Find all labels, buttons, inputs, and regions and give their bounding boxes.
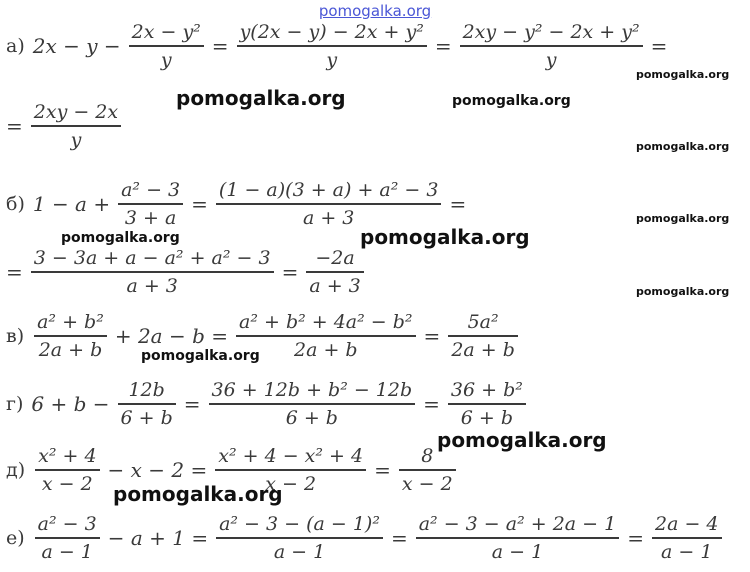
fraction bbox=[129, 21, 204, 70]
fraction-bar bbox=[118, 203, 183, 204]
expression-text: = bbox=[650, 34, 668, 58]
numerator: 12b bbox=[128, 379, 165, 402]
numerator: a² − 3 − (a − 1)² bbox=[219, 513, 380, 536]
numerator: 2xy − 2x bbox=[33, 101, 119, 124]
expression-text: = bbox=[6, 260, 23, 284]
item-label: в) bbox=[6, 325, 25, 347]
watermark: pomogalka.org bbox=[437, 428, 607, 452]
fraction bbox=[209, 379, 416, 428]
solution-line bbox=[0, 374, 750, 434]
expression-text: + 2a − b = bbox=[114, 324, 228, 348]
fraction bbox=[237, 21, 427, 70]
denominator: 6 + b bbox=[120, 406, 173, 429]
fraction bbox=[216, 179, 442, 228]
fraction-bar bbox=[35, 537, 100, 538]
denominator: y bbox=[70, 128, 82, 151]
expression-text: − a + 1 = bbox=[107, 526, 209, 550]
fraction-bar bbox=[399, 469, 456, 470]
item-label: д) bbox=[6, 459, 26, 481]
denominator: a + 3 bbox=[126, 274, 178, 297]
fraction-bar bbox=[448, 335, 518, 336]
expression-text: = bbox=[281, 260, 299, 284]
denominator: 2a + b bbox=[451, 338, 515, 361]
fraction bbox=[399, 445, 456, 494]
fraction-bar bbox=[129, 45, 204, 46]
numerator: 2xy − y² − 2x + y² bbox=[462, 21, 640, 44]
numerator: a² + b² + 4a² − b² bbox=[239, 311, 413, 334]
denominator: 6 + b bbox=[285, 406, 338, 429]
fraction bbox=[31, 101, 121, 150]
fraction-bar bbox=[216, 203, 442, 204]
denominator: a + 3 bbox=[309, 274, 361, 297]
denominator: a + 3 bbox=[302, 206, 355, 229]
item-label: а) bbox=[6, 35, 25, 57]
numerator: x² + 4 − x² + 4 bbox=[218, 445, 364, 468]
fraction bbox=[448, 311, 518, 360]
expression-text: = bbox=[211, 34, 229, 58]
numerator: x² + 4 bbox=[38, 445, 97, 468]
fraction-bar bbox=[34, 335, 107, 336]
watermark: pomogalka.org bbox=[636, 212, 730, 225]
denominator: a − 1 bbox=[491, 540, 544, 563]
numerator: −2a bbox=[315, 247, 355, 270]
equation-row bbox=[6, 242, 366, 302]
watermark: pomogalka.org bbox=[176, 86, 346, 110]
numerator: a² − 3 − a² + 2a − 1 bbox=[418, 513, 617, 536]
fraction-bar bbox=[448, 403, 526, 404]
equation-row bbox=[6, 16, 667, 76]
expression-text: = bbox=[434, 34, 452, 58]
numerator: y(2x − y) − 2x + y² bbox=[239, 21, 424, 44]
equation-row bbox=[6, 508, 724, 568]
fraction bbox=[31, 247, 274, 296]
solution-line bbox=[0, 16, 750, 76]
numerator: a² − 3 bbox=[121, 179, 181, 202]
fraction bbox=[306, 247, 363, 296]
expression-text: 2x − y − bbox=[32, 34, 121, 58]
numerator: 36 + 12b + b² − 12b bbox=[211, 379, 413, 402]
fraction bbox=[118, 179, 183, 228]
expression-text: = bbox=[627, 526, 644, 550]
fraction bbox=[652, 513, 722, 562]
equation-row bbox=[6, 306, 520, 366]
fraction-bar bbox=[118, 403, 176, 404]
fraction-bar bbox=[416, 537, 619, 538]
expression-text: 6 + b − bbox=[31, 392, 110, 416]
watermark: pomogalka.org bbox=[141, 348, 260, 364]
item-label: г) bbox=[6, 393, 24, 415]
expression-text: = bbox=[390, 526, 408, 550]
denominator: a − 1 bbox=[41, 540, 93, 563]
fraction bbox=[448, 379, 526, 428]
denominator: 2a + b bbox=[38, 338, 103, 361]
site-header-link[interactable]: pomogalka.org bbox=[318, 2, 432, 20]
numerator: 5a² bbox=[467, 311, 499, 334]
fraction bbox=[34, 311, 107, 360]
watermark: pomogalka.org bbox=[636, 140, 730, 153]
denominator: y bbox=[545, 48, 557, 71]
denominator: 3 + a bbox=[124, 206, 177, 229]
fraction bbox=[118, 379, 176, 428]
fraction-bar bbox=[652, 537, 722, 538]
denominator: x − 2 bbox=[401, 472, 453, 495]
equation-row bbox=[6, 96, 123, 156]
numerator: (1 − a)(3 + a) + a² − 3 bbox=[218, 179, 439, 202]
fraction-bar bbox=[216, 537, 383, 538]
numerator: 3 − 3a + a − a² + a² − 3 bbox=[33, 247, 271, 270]
expression-text: = bbox=[449, 192, 467, 216]
expression-text: = bbox=[183, 392, 201, 416]
fraction-bar bbox=[306, 271, 363, 272]
numerator: a² + b² bbox=[37, 311, 104, 334]
fraction bbox=[460, 21, 643, 70]
expression-text: = bbox=[423, 392, 440, 416]
numerator: 2a − 4 bbox=[654, 513, 719, 536]
expression-text: = bbox=[6, 114, 23, 138]
denominator: y bbox=[326, 48, 338, 71]
numerator: a² − 3 bbox=[37, 513, 97, 536]
numerator: 2x − y² bbox=[131, 21, 201, 44]
watermark: pomogalka.org bbox=[360, 225, 530, 249]
watermark: pomogalka.org bbox=[113, 482, 283, 506]
item-label: б) bbox=[6, 193, 25, 215]
fraction-bar bbox=[236, 335, 416, 336]
solution-line bbox=[0, 508, 750, 568]
watermark: pomogalka.org bbox=[452, 93, 571, 109]
fraction bbox=[236, 311, 416, 360]
solution-line bbox=[0, 306, 750, 366]
fraction-bar bbox=[31, 125, 121, 126]
fraction-bar bbox=[209, 403, 416, 404]
fraction bbox=[35, 513, 100, 562]
denominator: x − 2 bbox=[41, 472, 93, 495]
expression-text: = bbox=[191, 192, 208, 216]
expression-text: 1 − a + bbox=[32, 192, 111, 216]
watermark: pomogalka.org bbox=[636, 68, 730, 81]
denominator: 6 + b bbox=[460, 406, 514, 429]
fraction bbox=[416, 513, 619, 562]
denominator: a − 1 bbox=[661, 540, 713, 563]
fraction bbox=[35, 445, 99, 494]
fraction-bar bbox=[460, 45, 643, 46]
item-label: е) bbox=[6, 527, 25, 549]
watermark: pomogalka.org bbox=[61, 230, 180, 246]
fraction-bar bbox=[237, 45, 427, 46]
numerator: 36 + b² bbox=[450, 379, 523, 402]
fraction-bar bbox=[31, 271, 274, 272]
numerator: 8 bbox=[421, 445, 434, 468]
denominator: x − 2 bbox=[265, 472, 317, 495]
denominator: y bbox=[160, 48, 172, 71]
denominator: 2a + b bbox=[293, 338, 358, 361]
expression-text: − x − 2 = bbox=[107, 458, 208, 482]
fraction bbox=[216, 513, 383, 562]
equation-row bbox=[6, 374, 528, 434]
denominator: a − 1 bbox=[273, 540, 326, 563]
fraction-bar bbox=[35, 469, 99, 470]
expression-text: = bbox=[374, 458, 391, 482]
fraction-bar bbox=[215, 469, 366, 470]
expression-text: = bbox=[423, 324, 441, 348]
watermark: pomogalka.org bbox=[636, 285, 730, 298]
